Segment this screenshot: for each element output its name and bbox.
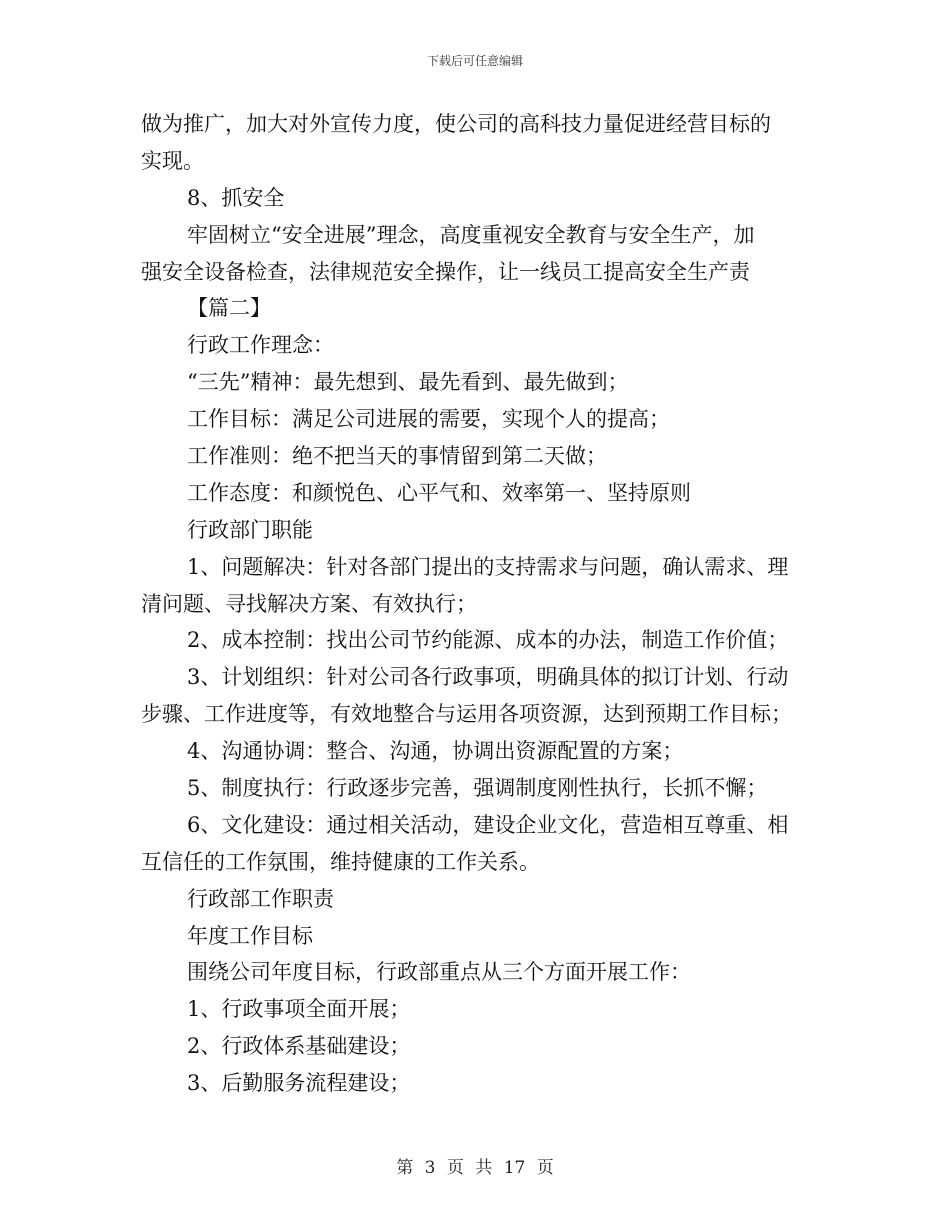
list-item: 4、沟通协调：整合、沟通，协调出资源配置的方案；: [187, 739, 684, 764]
text-line: 互信任的工作氛围，维持健康的工作关系。: [141, 849, 540, 874]
page-footer: 第 3 页 共 17 页: [396, 1158, 554, 1178]
text-line: 工作目标：满足公司进展的需要，实现个人的提高；: [187, 407, 670, 432]
list-item: 5、制度执行：行政逐步完善，强调制度刚性执行，长抓不懈；: [187, 776, 768, 801]
section-heading: 行政部门职能: [187, 517, 313, 542]
page-header: 下载后可任意编辑: [426, 54, 523, 68]
list-item: 1、问题解决：针对各部门提出的支持需求与问题，确认需求、理: [187, 554, 789, 579]
section-heading: 行政部工作职责: [187, 886, 334, 911]
list-item: 2、行政体系基础建设；: [187, 1034, 411, 1059]
text-line: 工作准则：绝不把当天的事情留到第二天做；: [187, 444, 607, 469]
section-heading: 行政工作理念：: [187, 333, 334, 358]
list-item: 1、行政事项全面开展；: [187, 997, 411, 1022]
text-line: 强安全设备检查，法律规范安全操作，让一线员工提高安全生产责: [141, 259, 750, 284]
text-line: 清问题、寻找解决方案、有效执行；: [141, 591, 477, 616]
list-item: 6、文化建设：通过相关活动，建设企业文化，营造相互尊重、相: [187, 812, 789, 837]
section-heading: 年度工作目标: [187, 923, 313, 948]
document-body: [141, 106, 813, 1102]
list-item: 3、后勤服务流程建设；: [187, 1071, 411, 1096]
text-line: 实现。: [141, 148, 204, 173]
section-heading: 8、抓安全: [187, 185, 285, 210]
text-line: 围绕公司年度目标，行政部重点从三个方面开展工作：: [187, 960, 691, 985]
text-line: 牢固树立“安全进展”理念，高度重视安全教育与安全生产，加: [187, 222, 755, 247]
list-item: 3、计划组织：针对公司各行政事项，明确具体的拟订计划、行动: [187, 665, 789, 690]
text-line: 步骤、工作进度等，有效地整合与运用各项资源，达到预期工作目标；: [141, 702, 792, 727]
section-heading: 【篇二】: [187, 296, 271, 321]
text-line: 做为推广，加大对外宣传力度，使公司的高科技力量促进经营目标的: [141, 112, 771, 136]
text-line: 工作态度：和颜悦色、心平气和、效率第一、坚持原则: [187, 480, 691, 505]
text-line: “三先”精神：最先想到、最先看到、最先做到；: [187, 370, 629, 395]
list-item: 2、成本控制：找出公司节约能源、成本的办法，制造工作价值；: [187, 628, 789, 653]
